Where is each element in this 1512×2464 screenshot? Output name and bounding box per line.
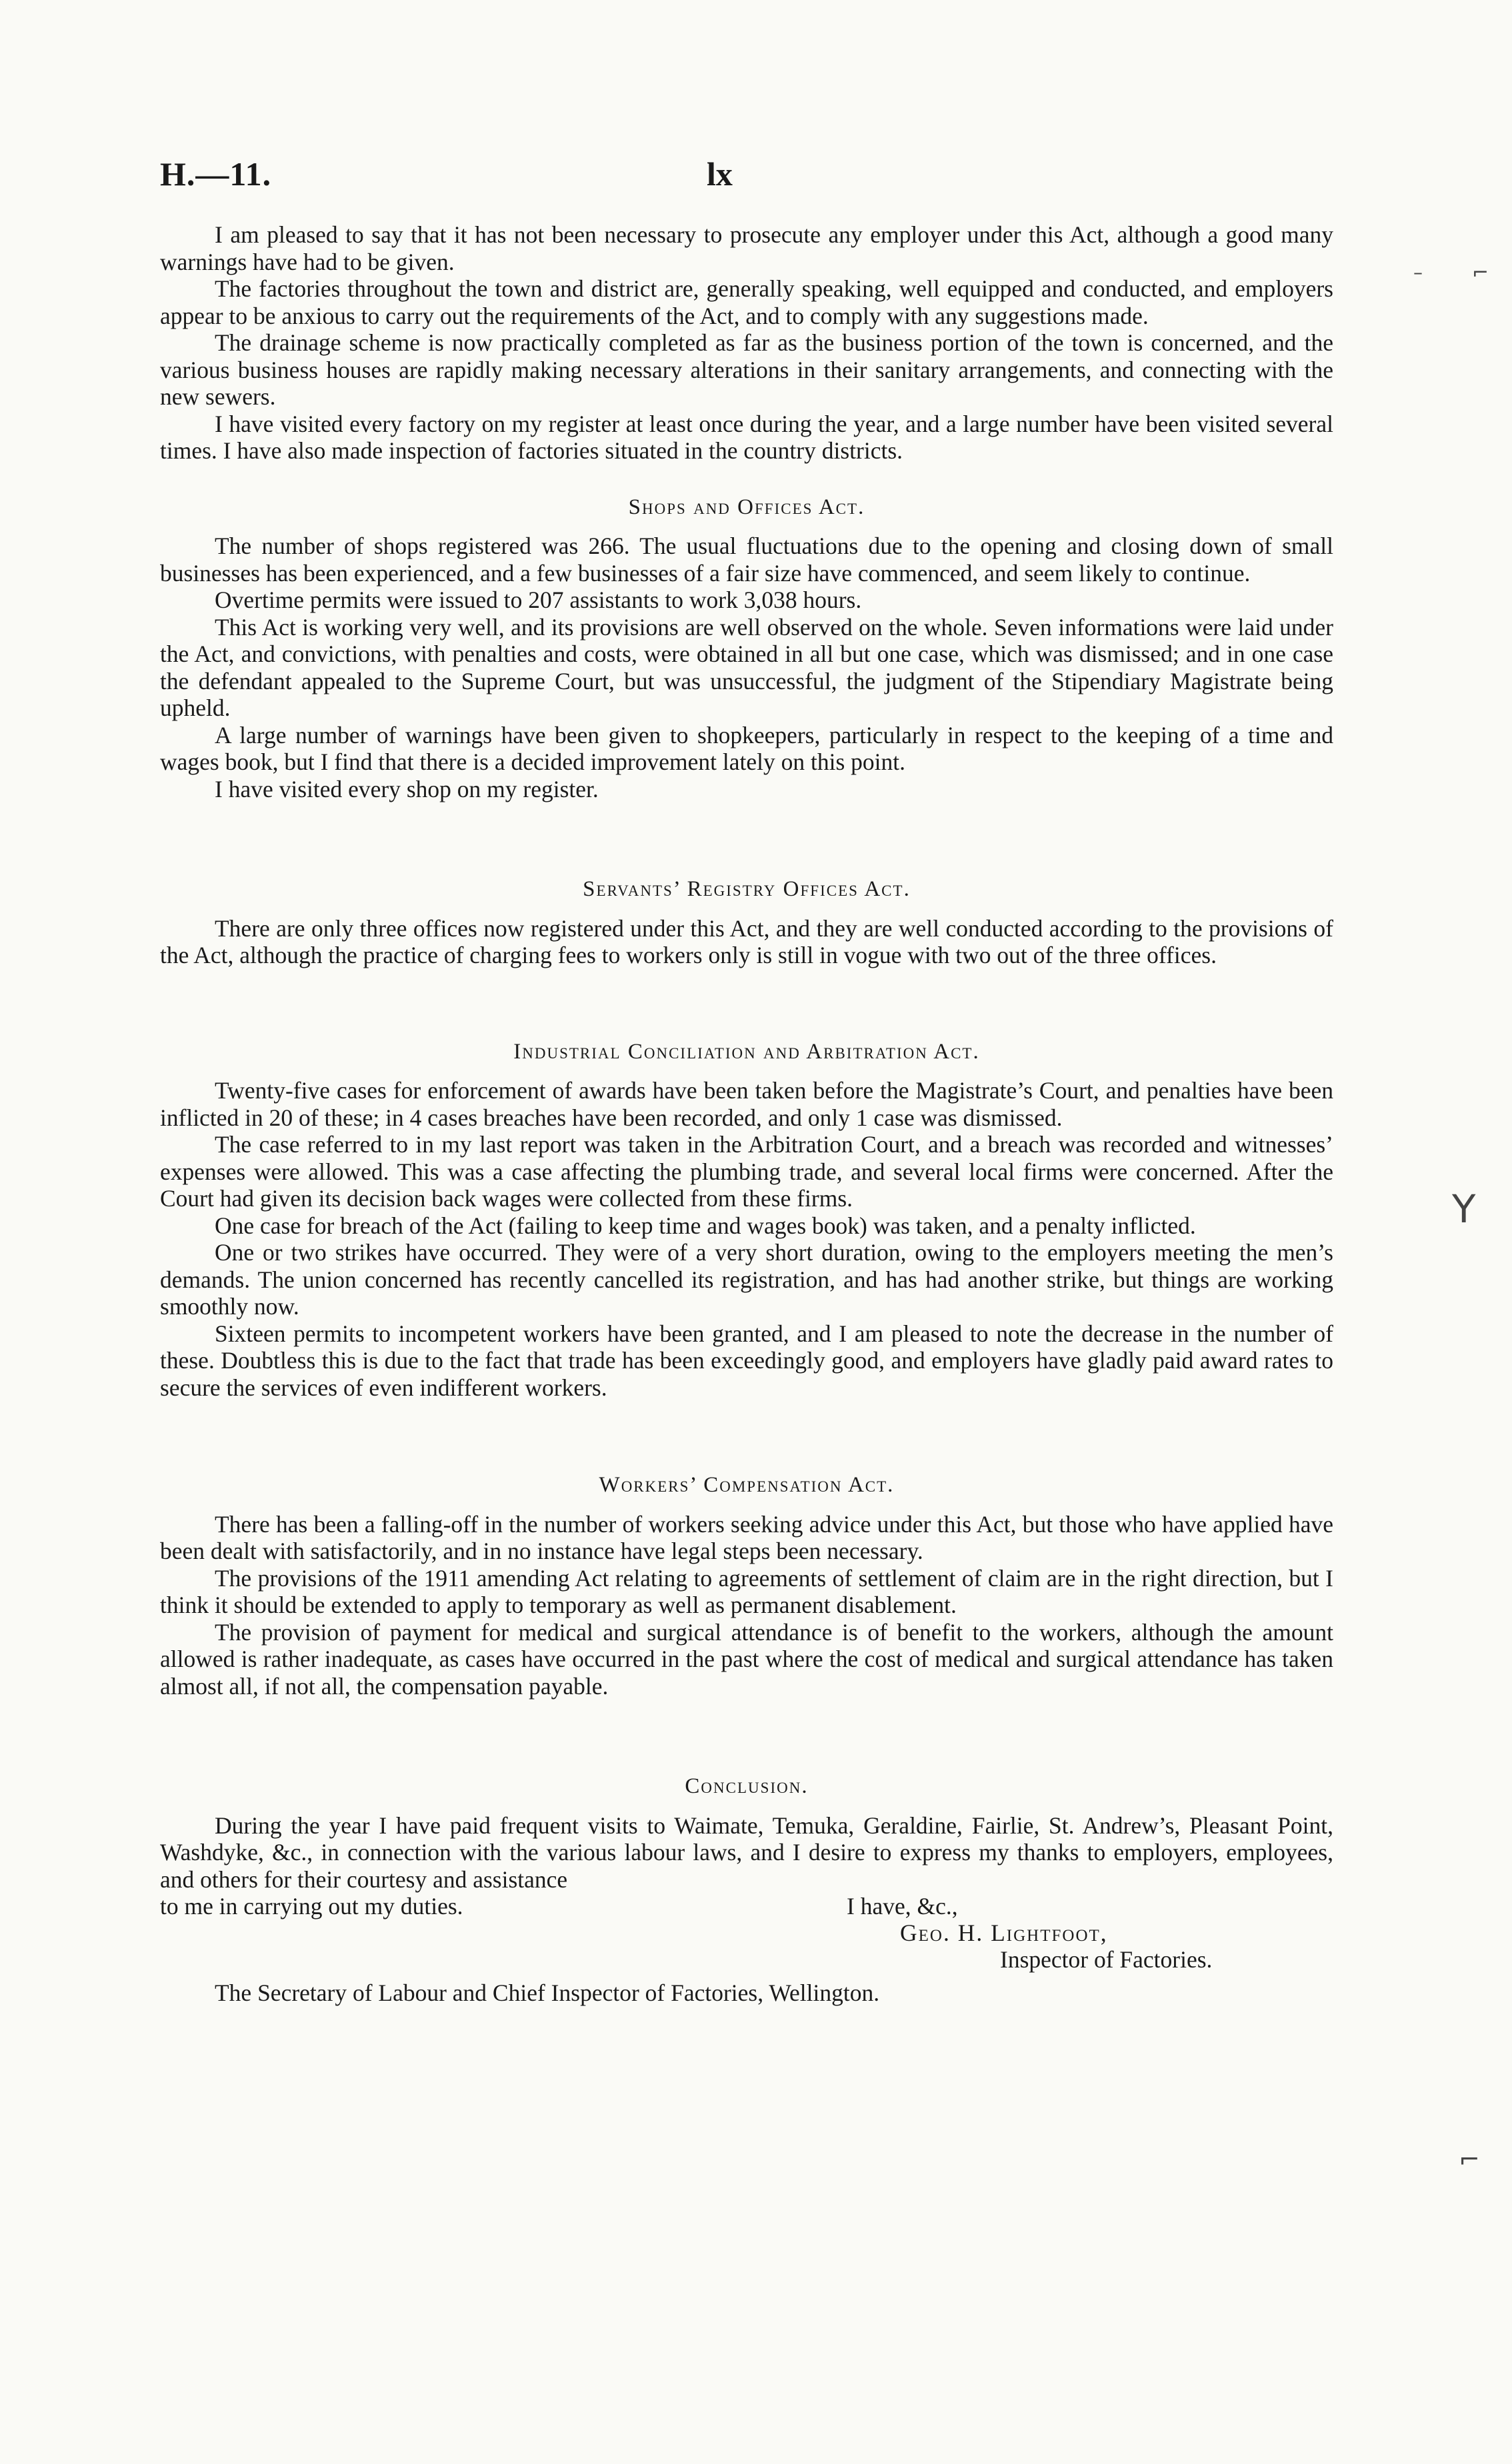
paragraph: During the year I have paid frequent visits to Waimate, Temuka, Geraldine, Fairlie, St. Andrew’s, Pleasant Point, Washdyke, &c., in connection with the various labour laws, and I desire to express my thanks to employers, employees, and others for their courtesy and assistance [160, 1812, 1333, 1893]
page-number: lx [707, 155, 733, 193]
section-heading: Shops and Offices Act. [628, 495, 865, 519]
margin-mark: ⌐ [1459, 2145, 1480, 2174]
shops-offices-section [160, 494, 1333, 803]
section-heading: Workers’ Compensation Act. [599, 1473, 895, 1497]
paragraph: I have visited every shop on my register. [215, 775, 599, 802]
addressee: The Secretary of Labour and Chief Inspector of Factories, Wellington. [215, 1979, 880, 2006]
closing-salutation: I have, &c., [847, 1893, 958, 1919]
paragraph: The provisions of the 1911 amending Act relating to agreements of settlement of claim are in the right direction, but I think it should be extended to apply to temporary as well as permanent disablement. [160, 1564, 1333, 1618]
paragraph: The number of shops registered was 266. The usual fluctuations due to the opening and closing down of small businesses has been experienced, and a few businesses of a fair size have commenced, and seem likely to continue. [160, 533, 1333, 587]
paragraph: The drainage scheme is now practically completed as far as the business portion of the town is concerned, and the various business houses are rapidly making necessary alterations in their sanitary arrangements, and connecting with the new sewers. [160, 329, 1333, 410]
section-heading: Conclusion. [685, 1774, 809, 1798]
signoff-row [160, 1893, 1333, 1919]
paragraph: Sixteen permits to incompetent workers have been granted, and I am pleased to note the decrease in the number of these. Doubtless this is due to the fact that trade has been exceedingly good, and employers have gladly paid award rates to secure the services of even indifferent workers. [160, 1320, 1333, 1401]
paragraph: One or two strikes have occurred. They were of a very short duration, owing to the employers meeting the men’s demands. The union concerned has recently cancelled its registration, and has had another strike, but things are working smoothly now. [160, 1239, 1333, 1320]
margin-mark: – [1413, 261, 1423, 283]
arbitration-section [160, 1038, 1333, 1402]
page-header [160, 155, 1333, 208]
section-heading: Servants’ Registry Offices Act. [583, 877, 911, 901]
paragraph: Twenty-five cases for enforcement of awards have been taken before the Magistrate’s Court, and penalties have been inflicted in 20 of these; in 4 cases breaches have been recorded, and only 1 case was dismissed. [160, 1077, 1333, 1131]
paragraph: Overtime permits were issued to 207 assistants to work 3,038 hours. [215, 587, 862, 613]
paragraph: I am pleased to say that it has not been necessary to prosecute any employer under this Act, although a good many warnings have had to be given. [160, 221, 1333, 275]
paragraph: The provision of payment for medical and surgical attendance is of benefit to the workers, although the amount allowed is rather inadequate, as cases have occurred in the past where the cost of medical and surgical attendance has taken almost all, if not all, the compensation payable. [160, 1618, 1333, 1700]
document-code: H.—11. [160, 155, 272, 193]
section-heading: Industrial Conciliation and Arbitration Act. [513, 1039, 980, 1064]
margin-mark: Y [1452, 1186, 1476, 1232]
signatory-name: Geo. H. Lightfoot, [900, 1919, 1108, 1946]
paragraph: The case referred to in my last report was taken in the Arbitration Court, and a breach was recorded and witnesses’ expenses were allowed. This was a case affecting the plumbing trade, and several local firms were concerned. After the Court had given its decision back wages were collected from these firms. [160, 1131, 1333, 1212]
servants-registry-section [160, 876, 1333, 969]
conclusion-section [160, 1773, 1333, 2007]
paragraph: A large number of warnings have been given to shopkeepers, particularly in respect to the keeping of a time and wages book, but I find that there is a decided improvement lately on this point. [160, 721, 1333, 775]
compensation-section [160, 1472, 1333, 1700]
report-body [160, 221, 1333, 2007]
paragraph: There are only three offices now registered under this Act, and they are well conducted according to the provisions of the Act, although the practice of charging fees to workers only is still in vogue with two out of the three offices. [160, 914, 1333, 968]
paragraph: There has been a falling-off in the number of workers seeking advice under this Act, but those who have applied have been dealt with satisfactorily, and in no instance have legal steps been necessary. [160, 1510, 1333, 1564]
paragraph: I have visited every factory on my register at least once during the year, and a large number have been visited several times. I have also made inspection of factories situated in the country districts. [160, 410, 1333, 464]
paragraph: One case for breach of the Act (failing to keep time and wages book) was taken, and a penalty inflicted. [215, 1212, 1196, 1239]
paragraph: The factories throughout the town and district are, generally speaking, well equipped and conducted, and employers appear to be anxious to carry out the requirements of the Act, and to comply with any suggestions made. [160, 275, 1333, 329]
intro-section [160, 221, 1333, 465]
paragraph-last-line: to me in carrying out my duties. [160, 1893, 463, 1919]
margin-mark: ⌐ [1472, 261, 1489, 285]
paragraph: This Act is working very well, and its provisions are well observed on the whole. Seven informations were laid under the Act, and convictions, with penalties and costs, were obtained in all but one case, which was dismissed; and in one case the defendant appealed to the Supreme Court, but was unsuccessful, the judgment of the Stipendiary Magistrate being upheld. [160, 613, 1333, 721]
signatory-title: Inspector of Factories. [1000, 1946, 1213, 1973]
